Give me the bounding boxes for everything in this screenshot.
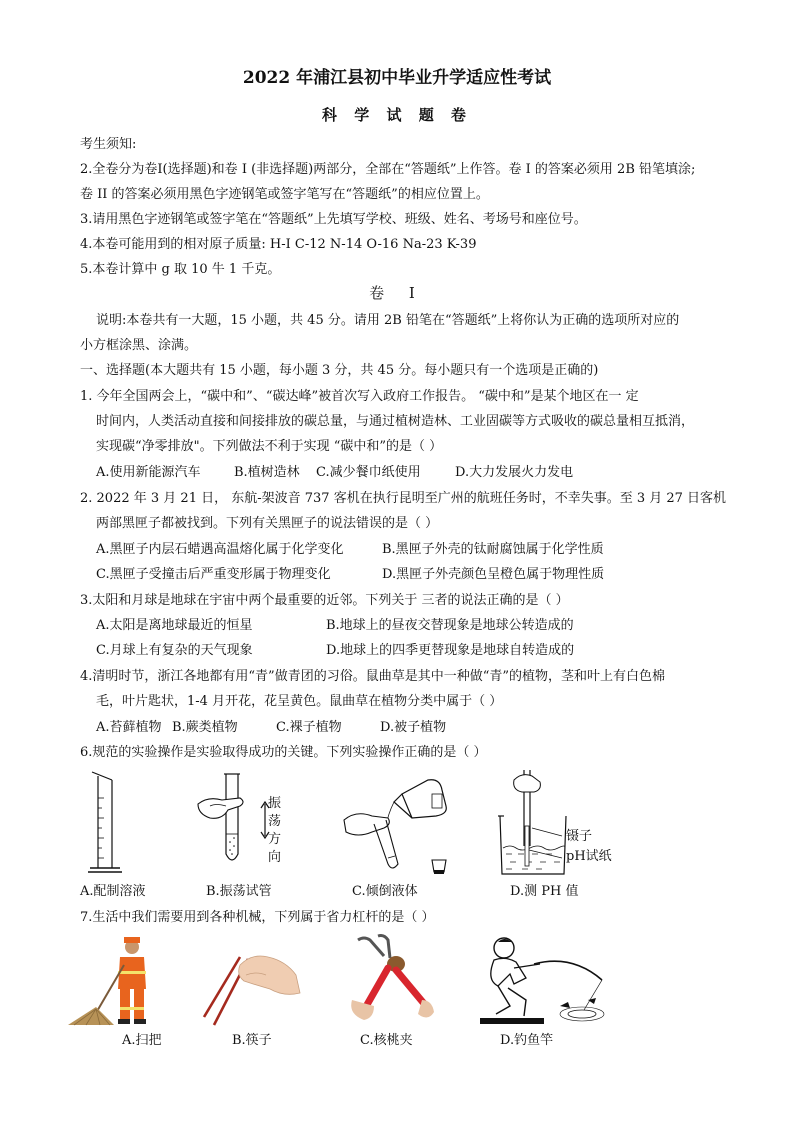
option-c: C.倾倒液体 bbox=[352, 884, 418, 899]
question-text: 毛，叶片匙状，1-4 月开花，花呈黄色。鼠曲草在植物分类中属于（ ） bbox=[96, 694, 503, 709]
question-text: 时间内，人类活动直接和间接排放的碳总量，与通过植树造林、工业固碳等方式吸收的碳总量相互抵消， bbox=[96, 414, 695, 429]
pouring-liquid-figure bbox=[336, 772, 456, 876]
tweezers-label: 镊子 bbox=[566, 829, 593, 844]
notice-item: 2.全卷分为卷I(选择题)和卷 I (非选择题)两部分，全部在“答题纸”上作答。卷 I 的答案必须用 2B 铅笔填涂; bbox=[80, 162, 696, 177]
option-d: D.被子植物 bbox=[380, 720, 447, 735]
section-heading: 一、选择题(本大题共有 15 小题，每小题 3 分，共 45 分。每小题只有一个选项是正确的) bbox=[80, 363, 599, 378]
option-b: B.筷子 bbox=[232, 1033, 272, 1048]
ph-paper-label: pH试纸 bbox=[566, 849, 612, 864]
notice-item: 5.本卷计算中 g 取 10 牛 1 千克。 bbox=[80, 262, 281, 277]
option-a: A.苔藓植物 bbox=[96, 720, 162, 735]
notice-item: 3.请用黑色字迹钢笔或签字笔在“答题纸”上先填写学校、班级、姓名、考场号和座位号。 bbox=[80, 212, 587, 227]
volume-desc: 小方框涂黑、涂满。 bbox=[80, 338, 198, 353]
option-b: B.黑匣子外壳的钛耐腐蚀属于化学性质 bbox=[382, 542, 604, 557]
question-text: 1. 今年全国两会上，“碳中和”、“碳达峰”被首次写入政府工作报告。 “碳中和”是某个地区在一 定 bbox=[80, 389, 639, 404]
question-text: 实现碳“净零排放"。下列做法不利于实现 “碳中和”的是（ ） bbox=[96, 439, 443, 454]
question-text: 6.规范的实验操作是实验取得成功的关键。下列实验操作正确的是（ ） bbox=[80, 745, 487, 760]
notice-item: 4.本卷可能用到的相对原子质量: H-I C-12 N-14 O-16 Na-23 K-39 bbox=[80, 237, 477, 252]
option-a: A.配制溶液 bbox=[80, 884, 146, 899]
ph-test-figure bbox=[496, 766, 576, 878]
option-b: B.地球上的昼夜交替现象是地球公转造成的 bbox=[326, 618, 574, 633]
question-text: 3.太阳和月球是地球在宇宙中两个最重要的近邻。下列关于 三者的说法正确的是（ ） bbox=[80, 593, 569, 608]
fishing-rod-figure bbox=[474, 934, 606, 1026]
option-d: D.地球上的四季更替现象是地球自转造成的 bbox=[326, 643, 575, 658]
option-d: D.测 PH 值 bbox=[510, 884, 579, 899]
option-c: C.减少餐巾纸使用 bbox=[316, 465, 421, 480]
question-text: 两部黑匣子都被找到。下列有关黑匣子的说法错误的是（ ） bbox=[96, 516, 439, 531]
notice-heading: 考生须知: bbox=[80, 137, 137, 152]
option-d: D.大力发展火力发电 bbox=[455, 465, 574, 480]
option-a: A.扫把 bbox=[122, 1033, 162, 1048]
option-b: B.蕨类植物 bbox=[172, 720, 238, 735]
exam-subtitle: 科 学 试 题 卷 bbox=[322, 106, 472, 124]
option-b: B.植树造林 bbox=[234, 465, 300, 480]
option-c: C.黑匣子受撞击后严重变形属于物理变化 bbox=[96, 567, 331, 582]
shake-label: 振 bbox=[268, 796, 282, 811]
broom-sweeper-figure bbox=[60, 935, 172, 1027]
option-c: C.核桃夹 bbox=[360, 1033, 413, 1048]
volume-desc: 说明:本卷共有一大题，15 小题，共 45 分。请用 2B 铅笔在“答题纸”上将你认为正确的选项所对应的 bbox=[96, 313, 680, 328]
option-b: B.振荡试管 bbox=[206, 884, 272, 899]
option-d: D.黑匣子外壳颜色呈橙色属于物理性质 bbox=[382, 567, 605, 582]
notice-item: 卷 II 的答案必须用黑色字迹钢笔或签字笔写在“答题纸”的相应位置上。 bbox=[80, 187, 489, 202]
question-text: 2. 2022 年 3 月 21 日， 东航-架波音 737 客机在执行昆明至广州的航班任务时，不幸失事。至 3 月 27 日客机 bbox=[80, 491, 727, 506]
option-a: A.太阳是离地球最近的恒星 bbox=[96, 618, 253, 633]
shake-label: 荡 bbox=[268, 814, 282, 829]
option-c: C.裸子植物 bbox=[276, 720, 342, 735]
volume-heading: 卷 I bbox=[369, 284, 425, 302]
graduated-cylinder-figure bbox=[88, 768, 128, 878]
shake-label: 向 bbox=[268, 850, 282, 865]
option-a: A.使用新能源汽车 bbox=[96, 465, 201, 480]
option-d: D.钓鱼竿 bbox=[500, 1033, 554, 1048]
question-text: 4.清明时节，浙江各地都有用“青”做青团的习俗。鼠曲草是其中一种做“青”的植物，茎和叶上有白色棉 bbox=[80, 669, 665, 684]
option-c: C.月球上有复杂的天气现象 bbox=[96, 643, 253, 658]
shaking-tube-figure bbox=[192, 770, 264, 870]
nutcracker-figure bbox=[344, 934, 436, 1026]
option-a: A.黑匣子内层石蜡遇高温熔化属于化学变化 bbox=[96, 542, 344, 557]
chopsticks-figure bbox=[200, 945, 304, 1029]
question-text: 7.生活中我们需要用到各种机械，下列属于省力杠杆的是（ ） bbox=[80, 910, 435, 925]
shake-label: 方 bbox=[268, 832, 282, 847]
exam-title: 2022 年浦江县初中毕业升学适应性考试 bbox=[242, 68, 552, 88]
